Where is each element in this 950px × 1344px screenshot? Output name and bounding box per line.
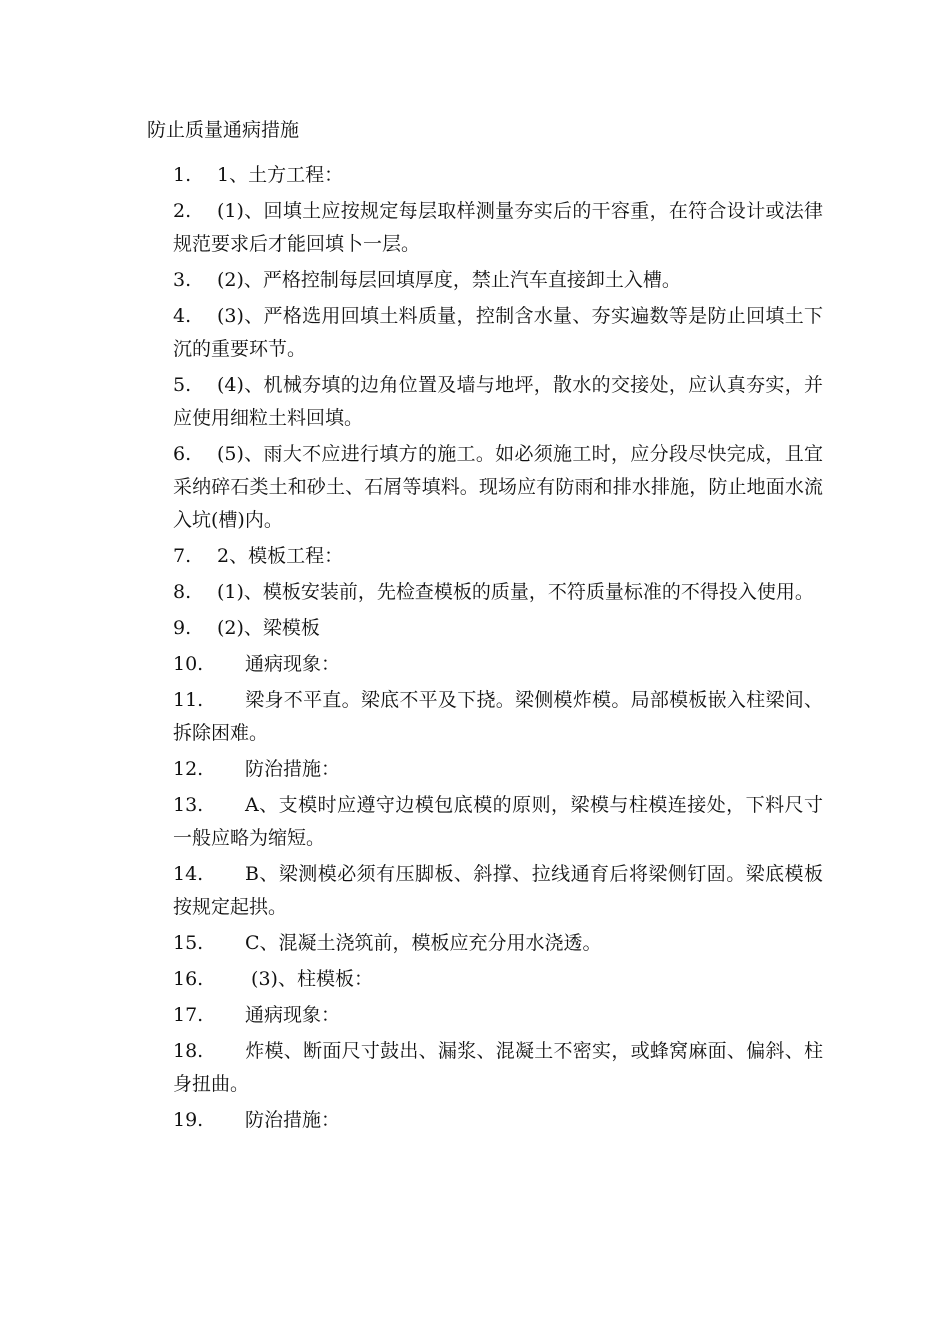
list-item	[173, 684, 823, 750]
list-item-number: 16.	[173, 968, 204, 990]
list-item	[173, 858, 823, 924]
list-item-number: 4.	[173, 305, 192, 327]
list-item-number: 10.	[173, 653, 204, 675]
list-item-text: C、混凝土浇筑前，模板应充分用水浇透。	[245, 932, 602, 954]
list-item-text: (1)、模板安装前，先检查模板的质量，不符质量标准的不得投入使用。	[217, 581, 814, 603]
list-item	[173, 612, 823, 645]
list-item	[173, 438, 823, 537]
list-item-text: 炸模、断面尺寸鼓出、漏浆、混凝土不密实，或蜂窝麻面、偏斜、柱身扭曲。	[173, 1040, 823, 1095]
list-item-text: (4)、机械夯填的边角位置及墙与地坪，散水的交接处，应认真夯实，并应使用细粒土料回填。	[173, 374, 823, 429]
numbered-list	[173, 159, 823, 1140]
list-item-text: (1)、回填土应按规定每层取样测量夯实后的干容重，在符合设计或法律规范要求后才能回填卜一层。	[173, 200, 823, 255]
list-item	[173, 264, 823, 297]
list-item-number: 2.	[173, 200, 192, 222]
list-item	[173, 540, 823, 573]
list-item-number: 15.	[173, 932, 204, 954]
list-item	[173, 927, 823, 960]
list-item-number: 9.	[173, 617, 192, 639]
list-item-number: 3.	[173, 269, 192, 291]
list-item-number: 13.	[173, 794, 204, 816]
list-item-text: B、梁测模必须有压脚板、斜撑、拉线通育后将梁侧钉固。梁底模板按规定起拱。	[173, 863, 823, 918]
list-item	[173, 576, 823, 609]
list-item	[173, 789, 823, 855]
list-item	[173, 963, 823, 996]
list-item-text: (3)、严格选用回填土料质量，控制含水量、夯实遍数等是防止回填土下沉的重要环节。	[173, 305, 823, 360]
list-item	[173, 1035, 823, 1101]
list-item	[173, 195, 823, 261]
document-title: 防止质量通病措施	[147, 119, 300, 141]
list-item-text: (2)、严格控制每层回填厚度，禁止汽车直接卸土入槽。	[217, 269, 681, 291]
list-item-number: 12.	[173, 758, 204, 780]
list-item-text: 防治措施：	[245, 758, 341, 780]
list-item-text: 1、土方工程：	[217, 164, 344, 186]
list-item	[173, 369, 823, 435]
list-item	[173, 1104, 823, 1137]
list-item-text: 通病现象：	[245, 1004, 341, 1026]
list-item	[173, 999, 823, 1032]
list-item-number: 19.	[173, 1109, 204, 1131]
list-item-number: 7.	[173, 545, 192, 567]
list-item-number: 8.	[173, 581, 192, 603]
list-item-number: 6.	[173, 443, 192, 465]
list-item-text: 2、模板工程：	[217, 545, 344, 567]
list-item	[173, 753, 823, 786]
list-item	[173, 300, 823, 366]
list-item-text: 通病现象：	[245, 653, 341, 675]
list-item-text: (2)、梁模板	[217, 617, 320, 639]
list-item-number: 5.	[173, 374, 192, 396]
list-item-text: 防治措施：	[245, 1109, 341, 1131]
list-item	[173, 159, 823, 192]
list-item-number: 14.	[173, 863, 204, 885]
list-item	[173, 648, 823, 681]
list-item-number: 1.	[173, 164, 192, 186]
list-item-text: (3)、柱模板：	[245, 968, 373, 990]
list-item-text: 梁身不平直。梁底不平及下挠。梁侧模炸模。局部模板嵌入柱梁间、拆除困难。	[173, 689, 823, 744]
list-item-number: 18.	[173, 1040, 204, 1062]
list-item-text: (5)、雨大不应进行填方的施工。如必须施工时，应分段尽快完成，且宜采纳碎石类土和砂土、石屑等填料。现场应有防雨和排水排施，防止地面水流入坑(槽)内。	[173, 443, 823, 531]
list-item-number: 11.	[173, 689, 204, 711]
list-item-number: 17.	[173, 1004, 204, 1026]
list-item-text: A、支模时应遵守边模包底模的原则，梁模与柱模连接处，下料尺寸一般应略为缩短。	[173, 794, 823, 849]
